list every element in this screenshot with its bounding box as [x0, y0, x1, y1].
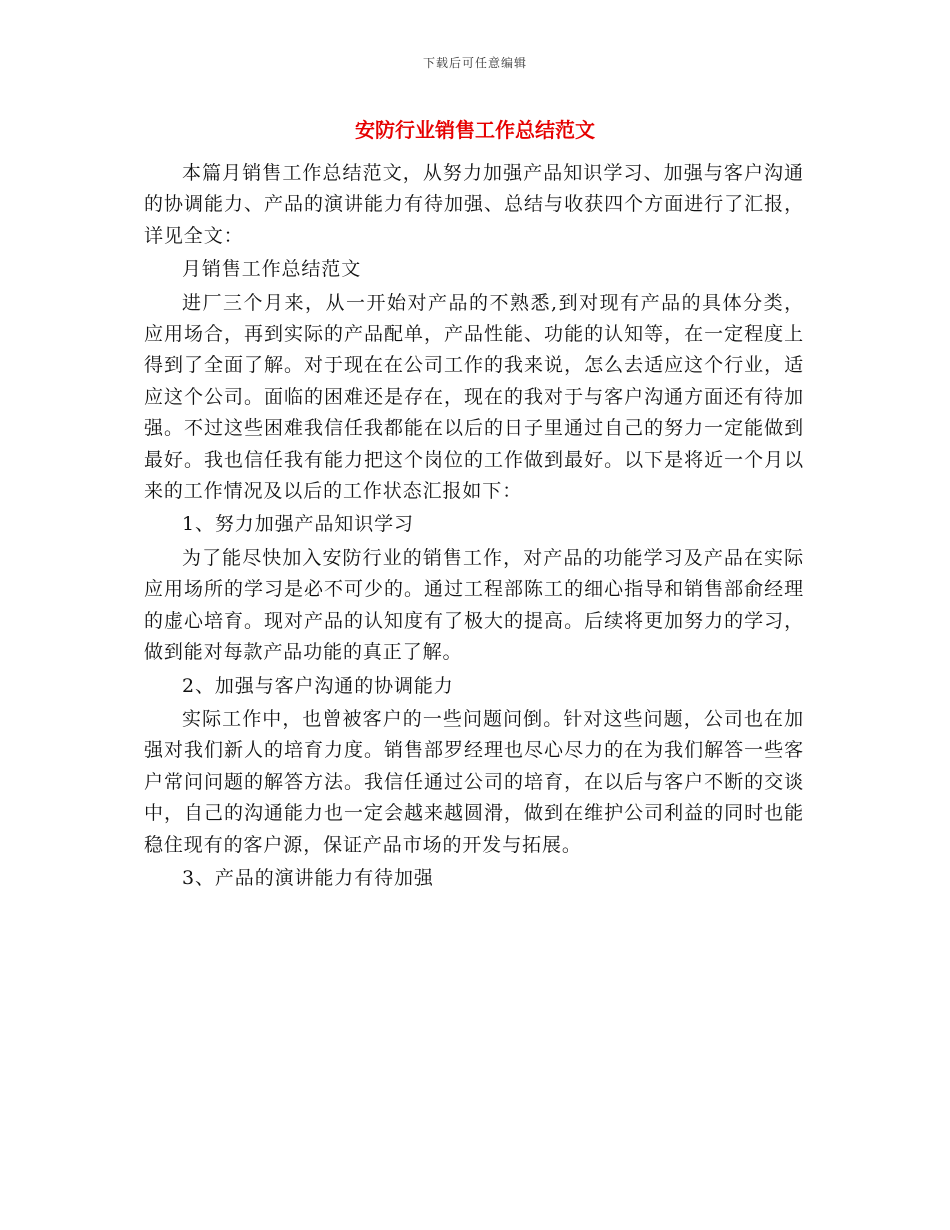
document-title: 安防行业销售工作总结范文: [355, 118, 595, 142]
section-heading-3: 3、产品的演讲能力有待加强: [182, 866, 434, 889]
body-paragraph: 进厂三个月来，从一开始对产品的不熟悉,到对现有产品的具体分类，应用场合，再到实际的产品配单，产品性能、功能的认知等，在一定程度上得到了全面了解。对于现在在公司工作的我来说，怎么去适应这个行业，适应这个公司。面临的困难还是存在，现在的我对于与客户沟通方面还有待加强。不过这些困难我信任我都能在以后的日子里通过自己的努力一定能做到最好。我也信任我有能力把这个岗位的工作做到最好。以下是将近一个月以来的工作情况及以后的工作状态汇报如下：: [144, 291, 804, 503]
section-heading-1: 1、努力加强产品知识学习: [182, 513, 414, 536]
section-heading-2: 2、加强与客户沟通的协调能力: [182, 674, 454, 697]
subtitle-line: 月销售工作总结范文: [182, 258, 362, 281]
document-body: [144, 158, 804, 896]
body-paragraph: 为了能尽快加入安防行业的销售工作，对产品的功能学习及产品在实际应用场所的学习是必不可少的。通过工程部陈工的细心指导和销售部俞经理的虚心培育。现对产品的认知度有了极大的提高。后续将更加努力的学习，做到能对每款产品功能的真正了解。: [144, 546, 804, 664]
body-paragraph: 实际工作中，也曾被客户的一些问题问倒。针对这些问题，公司也在加强对我们新人的培育力度。销售部罗经理也尽心尽力的在为我们解答一些客户常问问题的解答方法。我信任通过公司的培育，在以后与客户不断的交谈中，自己的沟通能力也一定会越来越圆滑，做到在维护公司利益的同时也能稳住现有的客户源，保证产品市场的开发与拓展。: [144, 707, 804, 856]
header-note: 下载后可任意编辑: [422, 56, 527, 70]
intro-paragraph: 本篇月销售工作总结范文，从努力加强产品知识学习、加强与客户沟通的协调能力、产品的演讲能力有待加强、总结与收获四个方面进行了汇报，详见全文：: [144, 162, 804, 247]
